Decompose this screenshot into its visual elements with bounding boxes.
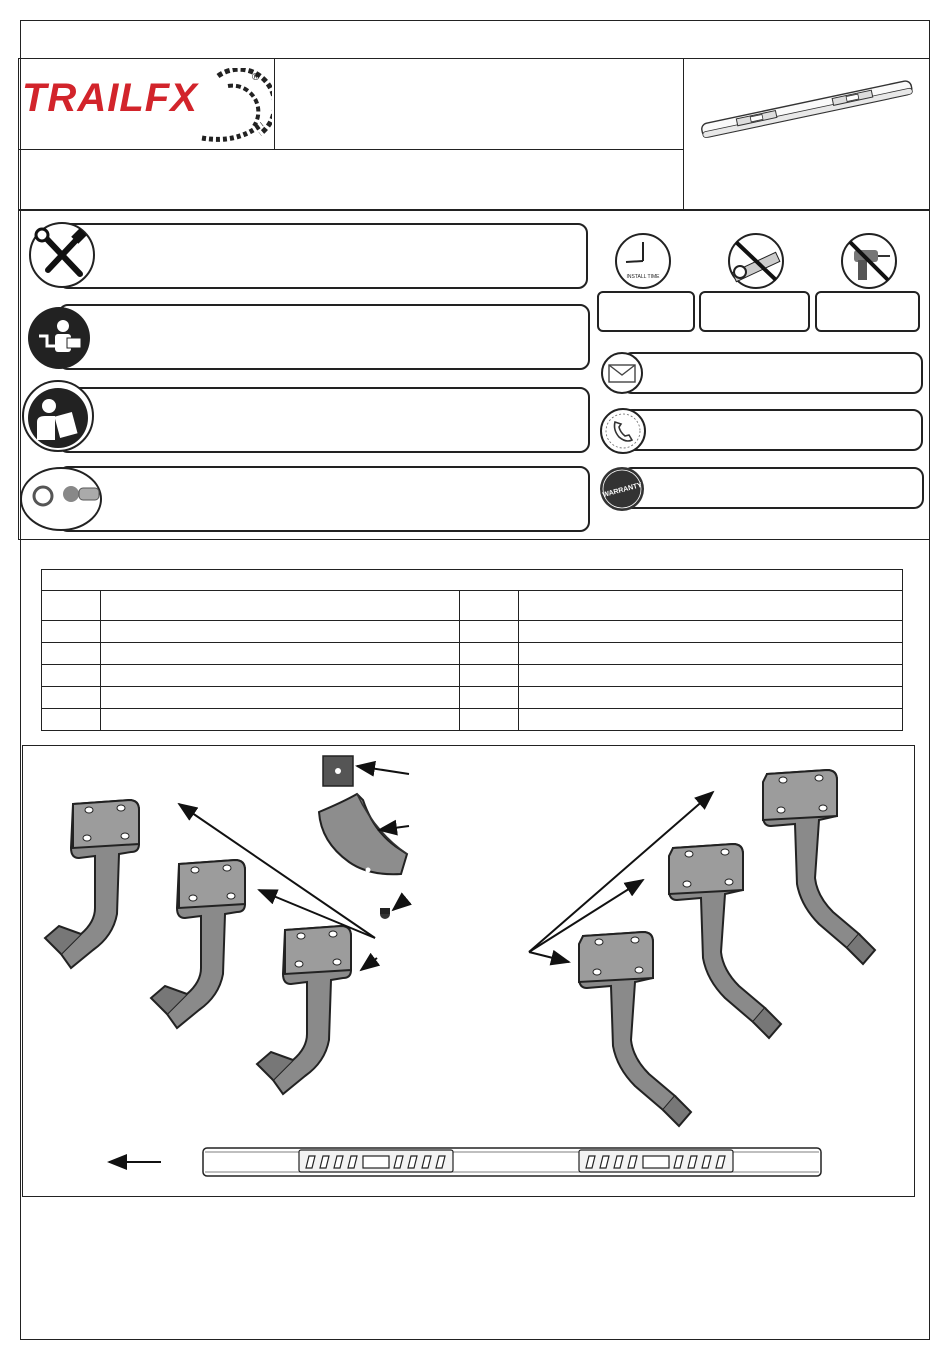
drilling-box [815,291,920,332]
curved-cover-plate [319,794,407,874]
install-time-box [597,291,695,332]
warranty-seal-icon [599,466,645,512]
square-washer [323,756,353,786]
brand-wordmark: TRAILFX [22,76,198,120]
table-row [42,621,903,643]
registered-mark: ® [252,72,260,83]
tools-required-box [58,223,588,289]
left-bracket-1 [45,800,139,968]
phone-box [622,409,923,451]
wrench-screwdriver-icon [26,222,98,288]
brand-logo [22,68,272,144]
table-row [42,643,903,665]
right-bracket-2 [669,844,781,1038]
clock-icon [614,232,672,290]
email-icon [599,352,645,394]
clock-label: INSTALL TIME [626,274,660,280]
table-row [42,709,903,731]
header-vertical-divider-2 [683,58,684,210]
professional-install-box [58,304,590,370]
instructions-box [58,387,590,453]
product-thumbnail [692,70,922,150]
table-row [42,687,903,709]
warranty-box [622,467,924,509]
bolt [380,908,390,919]
left-bracket-3 [257,926,351,1094]
parts-table-header-row [42,591,903,621]
right-bracket-3 [579,932,691,1126]
warranty-label: WARRANTY [601,481,643,500]
read-instructions-icon [21,378,95,454]
cutting-box [699,291,810,332]
header-horizontal-divider [18,149,684,150]
hardware-box [58,466,590,532]
parts-table-title-row [42,570,903,591]
parts-diagram [22,745,915,1197]
right-bracket-1 [763,770,875,964]
hardware-icon [19,466,103,532]
phone-icon [599,408,647,454]
running-board [203,1148,821,1176]
header-vertical-divider-1 [274,58,275,150]
no-drilling-icon [840,232,898,290]
table-row [42,665,903,687]
professional-installer-icon [27,306,91,370]
no-cutting-icon [726,232,786,290]
left-bracket-2 [151,860,245,1028]
parts-table [41,569,903,731]
email-box [622,352,923,394]
